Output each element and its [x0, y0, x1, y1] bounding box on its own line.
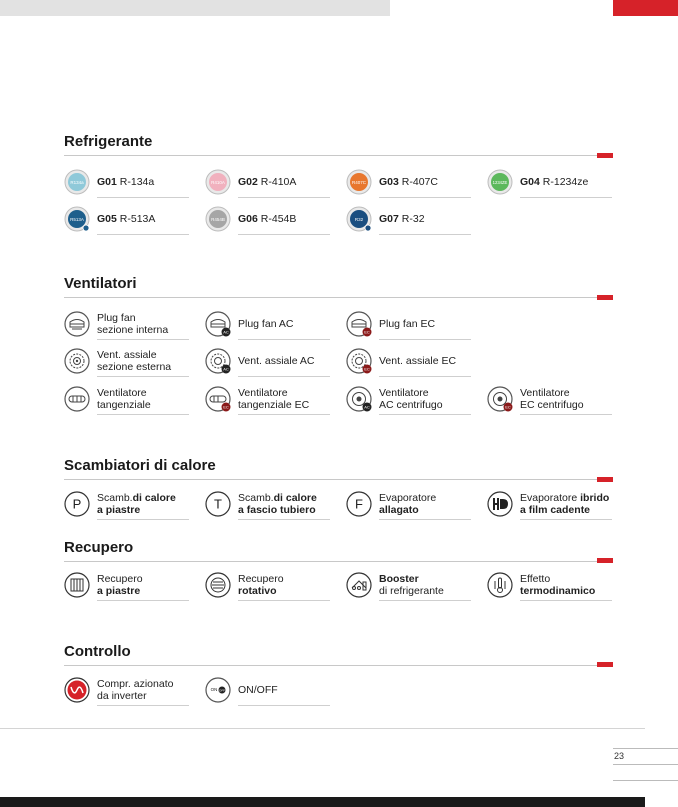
svg-text:R410A: R410A [211, 180, 225, 185]
section-accent-tick [597, 153, 613, 158]
page-number: 23 [614, 751, 625, 761]
refrigerant-badge-icon [487, 169, 513, 195]
inverter-compressor: Compr. azionato da inverter [64, 677, 189, 703]
centrifugal-fan-ec-icon [487, 386, 513, 412]
refrigerant-g07 [346, 206, 471, 232]
refrigerant-name: R-454B [260, 213, 297, 225]
refrigerant-badge-icon [346, 206, 372, 232]
page-number-rule [613, 780, 678, 781]
svg-text:R407C: R407C [351, 180, 367, 185]
page-number-rule [613, 748, 678, 749]
fan-plug-ec: EC Plug fan EC [346, 311, 471, 337]
svg-text:T: T [214, 496, 222, 512]
page-number-rule [613, 764, 678, 765]
axial-fan-ec-icon [346, 348, 372, 374]
refrigerant-g04 [487, 169, 612, 195]
plug-fan-icon [64, 311, 90, 337]
refrigerant-badge-icon [346, 169, 372, 195]
booster-icon [346, 572, 372, 598]
fan-axial-ac: AC Vent. assiale AC [205, 348, 330, 374]
section-title-recupero: Recupero [64, 539, 134, 556]
refrigerant-name: R-134a [119, 176, 155, 188]
refrigerant-g01 [64, 169, 189, 195]
svg-text:P: P [72, 496, 82, 512]
svg-text:R454B: R454B [211, 217, 225, 222]
letter-f-icon [346, 491, 372, 517]
section-title-ventilatori: Ventilatori [64, 275, 137, 292]
svg-text:R134a: R134a [70, 180, 84, 185]
fan-centrifugal-ac: AC Ventilatore AC centrifugo [346, 386, 471, 412]
refrigerant-badge-icon [205, 206, 231, 232]
fan-tangential: Ventilatore tangenziale [64, 386, 189, 412]
refrigerant-name: R-32 [401, 213, 425, 225]
section-rule [64, 665, 613, 666]
svg-text:F: F [355, 496, 363, 512]
refrigerant-name: R-1234ze [542, 176, 589, 188]
svg-text:AC: AC [223, 366, 229, 372]
exchanger-shell-tube: T Scamb.di calore a fascio tubiero [205, 491, 330, 517]
refrigerant-code: G01 [97, 176, 117, 188]
hybrid-evaporator-icon [487, 491, 513, 517]
section-rule [64, 479, 613, 480]
fan-plug-ac: AC Plug fan AC [205, 311, 330, 337]
svg-text:1234ZE: 1234ZE [492, 180, 508, 185]
refrigerant-code: G07 [379, 213, 399, 225]
svg-text:EC: EC [223, 404, 229, 410]
letter-p-icon [64, 491, 90, 517]
section-accent-tick [597, 662, 613, 667]
refrigerant-code: G05 [97, 213, 117, 225]
footer-rule [0, 728, 645, 729]
fan-centrifugal-ec: EC Ventilatore EC centrifugo [487, 386, 612, 412]
svg-text:AC: AC [364, 404, 370, 410]
svg-text:R513A: R513A [70, 217, 84, 222]
evaporator-flooded: F Evaporatore allagato [346, 491, 471, 517]
svg-text:OFF: OFF [219, 688, 225, 693]
fan-axial-ec: EC Vent. assiale EC [346, 348, 471, 374]
fan-axial-external: Vent. assiale sezione esterna [64, 348, 189, 374]
refrigerant-name: R-410A [260, 176, 297, 188]
svg-text:EC: EC [364, 329, 370, 335]
section-rule [64, 561, 613, 562]
plate-recovery-icon [64, 572, 90, 598]
section-accent-tick [597, 558, 613, 563]
refrigerant-badge-icon [64, 206, 90, 232]
section-rule [64, 297, 613, 298]
plug-fan-ac-icon [205, 311, 231, 337]
refrigerant-badge-icon [64, 169, 90, 195]
section-title-controllo: Controllo [64, 643, 131, 660]
section-accent-tick [597, 477, 613, 482]
refrigerant-g05 [64, 206, 189, 232]
refrigerant-booster: Booster di refrigerante [346, 572, 471, 598]
refrigerant-g03 [346, 169, 471, 195]
tangential-fan-ec-icon [205, 386, 231, 412]
plug-fan-ec-icon [346, 311, 372, 337]
svg-text:EC: EC [364, 366, 370, 372]
on-off-icon [205, 677, 231, 703]
refrigerant-name: R-513A [119, 213, 156, 225]
refrigerant-badge-icon [205, 169, 231, 195]
svg-text:AC: AC [223, 329, 229, 335]
letter-t-icon [205, 491, 231, 517]
axial-fan-icon [64, 348, 90, 374]
rotary-recovery-icon [205, 572, 231, 598]
exchanger-plate: P Scamb.di calore a piastre [64, 491, 189, 517]
section-title-scambiatori: Scambiatori di calore [64, 457, 216, 474]
recovery-rotary: Recupero rotativo [205, 572, 330, 598]
centrifugal-fan-ac-icon [346, 386, 372, 412]
refrigerant-name: R-407C [401, 176, 438, 188]
fan-tangential-ec: EC Ventilatore tangenziale EC [205, 386, 330, 412]
evaporator-hybrid: Evaporatore ibrido a film cadente [487, 491, 612, 517]
section-accent-tick [597, 295, 613, 300]
inverter-icon [64, 677, 90, 703]
svg-text:ON: ON [210, 687, 218, 692]
fan-plug-internal: Plug fan sezione interna [64, 311, 189, 337]
top-gray-bar [0, 0, 390, 16]
bottom-black-bar [0, 797, 645, 807]
thermometer-icon [487, 572, 513, 598]
section-title-refrigerante: Refrigerante [64, 133, 153, 150]
refrigerant-code: G02 [238, 176, 258, 188]
on-off-control: ON OFF ON/OFF [205, 677, 330, 703]
section-rule [64, 155, 613, 156]
svg-text:EC: EC [505, 404, 511, 410]
refrigerant-g06 [205, 206, 330, 232]
svg-text:R32: R32 [354, 217, 364, 222]
axial-fan-ac-icon [205, 348, 231, 374]
thermodynamic-effect: Effetto termodinamico [487, 572, 612, 598]
refrigerant-g02 [205, 169, 330, 195]
refrigerant-code: G03 [379, 176, 399, 188]
top-red-tab [613, 0, 678, 16]
recovery-plate: Recupero a piastre [64, 572, 189, 598]
refrigerant-code: G06 [238, 213, 258, 225]
refrigerant-code: G04 [520, 176, 540, 188]
tangential-fan-icon [64, 386, 90, 412]
